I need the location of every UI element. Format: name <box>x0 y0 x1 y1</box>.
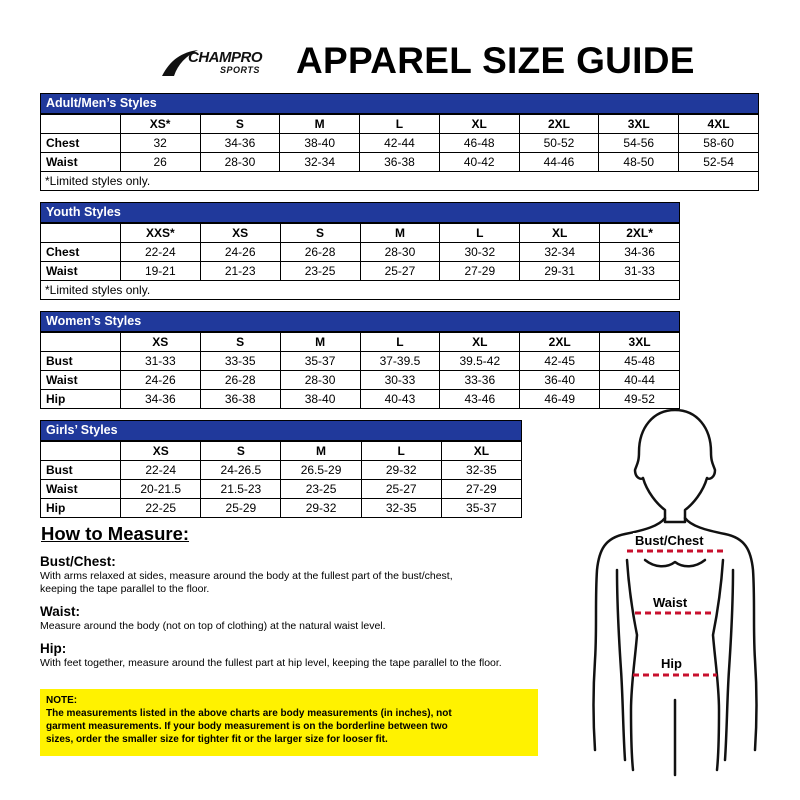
size-header: XL <box>441 441 521 461</box>
bust-chest-label: Bust/Chest <box>635 533 704 548</box>
size-cell: 38-40 <box>280 134 360 153</box>
size-header-row <box>41 441 522 461</box>
page-title: APPAREL SIZE GUIDE <box>296 40 695 81</box>
champro-logo <box>160 46 285 80</box>
size-header: M <box>281 441 361 461</box>
size-cell: 54-56 <box>599 134 679 153</box>
size-cell: 32-34 <box>280 153 360 172</box>
page-header <box>160 38 700 84</box>
size-cell: 33-36 <box>440 371 520 390</box>
size-cell: 25-27 <box>361 480 441 499</box>
size-header: M <box>280 114 360 134</box>
size-cell: 26-28 <box>200 371 280 390</box>
size-cell: 35-37 <box>280 352 360 371</box>
size-cell: 29-32 <box>361 461 441 480</box>
size-cell: 25-27 <box>360 262 440 281</box>
size-header-row <box>41 114 759 134</box>
size-header: XS <box>120 332 200 352</box>
table-row <box>41 461 522 480</box>
size-cell: 38-40 <box>280 390 360 409</box>
size-cell: 25-29 <box>201 499 281 518</box>
size-cell: 23-25 <box>280 262 360 281</box>
size-cell: 40-42 <box>439 153 519 172</box>
size-cell: 32-35 <box>441 461 521 480</box>
row-label: Hip <box>41 390 121 409</box>
size-cell: 22-24 <box>121 461 201 480</box>
youth-size-table <box>40 202 680 300</box>
size-header: XXS* <box>120 223 200 243</box>
size-header: L <box>360 332 440 352</box>
bust-chest-instructions <box>40 554 600 596</box>
size-cell: 44-46 <box>519 153 599 172</box>
table-row <box>41 371 680 390</box>
size-header: XS* <box>120 114 200 134</box>
size-header: M <box>280 332 360 352</box>
size-cell: 20-21.5 <box>121 480 201 499</box>
size-header: 3XL <box>599 114 679 134</box>
size-cell: 45-48 <box>600 352 680 371</box>
corner-cell <box>41 332 121 352</box>
size-header: XS <box>121 441 201 461</box>
corner-cell <box>41 114 121 134</box>
size-cell: 40-43 <box>360 390 440 409</box>
size-cell: 27-29 <box>440 262 520 281</box>
size-cell: 40-44 <box>600 371 680 390</box>
size-cell: 26-28 <box>280 243 360 262</box>
size-header: 2XL* <box>600 223 680 243</box>
size-header: 2XL <box>520 332 600 352</box>
note-title: NOTE: <box>46 695 78 706</box>
size-cell: 36-38 <box>200 390 280 409</box>
table-row <box>41 262 680 281</box>
note-box <box>40 689 538 756</box>
size-header: S <box>201 441 281 461</box>
instruction-line: With arms relaxed at sides, measure around the body at the fullest part of the bust/chest, <box>40 570 453 582</box>
row-label: Waist <box>41 153 121 172</box>
section-title: Youth Styles <box>41 203 680 224</box>
how-to-measure-heading: How to Measure: <box>41 523 190 544</box>
size-cell: 28-30 <box>200 153 280 172</box>
note-line: sizes, order the smaller size for tighter fit or the larger size for looser fit. <box>46 734 388 745</box>
size-cell: 31-33 <box>600 262 680 281</box>
row-label: Chest <box>41 134 121 153</box>
size-cell: 36-40 <box>520 371 600 390</box>
size-cell: 22-24 <box>120 243 200 262</box>
size-header: XL <box>439 114 519 134</box>
table-row <box>41 352 680 371</box>
row-label: Chest <box>41 243 121 262</box>
note-line: The measurements listed in the above charts are body measurements (in inches), not <box>46 708 452 719</box>
hip-label: Hip <box>661 656 682 671</box>
size-cell: 52-54 <box>679 153 759 172</box>
size-header: XS <box>200 223 280 243</box>
size-header: L <box>360 114 440 134</box>
size-header: 3XL <box>600 332 680 352</box>
size-cell: 34-36 <box>200 134 280 153</box>
size-cell: 24-26 <box>120 371 200 390</box>
size-cell: 34-36 <box>600 243 680 262</box>
size-cell: 50-52 <box>519 134 599 153</box>
size-header: 2XL <box>519 114 599 134</box>
row-label: Waist <box>41 371 121 390</box>
size-cell: 32 <box>120 134 200 153</box>
row-label: Hip <box>41 499 121 518</box>
waist-instructions <box>40 604 600 633</box>
size-header: L <box>361 441 441 461</box>
size-cell: 46-48 <box>439 134 519 153</box>
size-cell: 26 <box>120 153 200 172</box>
size-cell: 28-30 <box>280 371 360 390</box>
size-cell: 34-36 <box>120 390 200 409</box>
hip-instructions <box>40 641 600 670</box>
size-header: M <box>360 223 440 243</box>
table-footnote: *Limited styles only. <box>41 172 759 191</box>
instruction-line: keeping the tape parallel to the floor. <box>40 583 210 595</box>
size-cell: 29-32 <box>281 499 361 518</box>
row-label: Waist <box>41 480 121 499</box>
waist-label: Waist <box>653 595 688 610</box>
table-row <box>41 480 522 499</box>
instruction-line: With feet together, measure around the fullest part at hip level, keeping the tape parallel to the floor. <box>40 657 502 669</box>
size-cell: 21.5-23 <box>201 480 281 499</box>
how-to-measure-section <box>40 523 600 678</box>
table-row <box>41 153 759 172</box>
size-cell: 36-38 <box>360 153 440 172</box>
instruction-title: Bust/Chest: <box>40 554 116 569</box>
size-cell: 24-26.5 <box>201 461 281 480</box>
size-cell: 26.5-29 <box>281 461 361 480</box>
table-row <box>41 134 759 153</box>
size-cell: 21-23 <box>200 262 280 281</box>
size-cell: 22-25 <box>121 499 201 518</box>
size-cell: 42-45 <box>520 352 600 371</box>
logo-brand: CHAMPRO <box>188 49 262 66</box>
size-header-row <box>41 332 680 352</box>
body-measurement-figure <box>575 400 775 790</box>
size-cell: 30-33 <box>360 371 440 390</box>
size-header: XL <box>440 332 520 352</box>
size-cell: 28-30 <box>360 243 440 262</box>
size-cell: 48-50 <box>599 153 679 172</box>
womens-size-table <box>40 311 680 409</box>
instruction-title: Waist: <box>40 604 80 619</box>
size-header: XL <box>520 223 600 243</box>
size-header: S <box>200 332 280 352</box>
size-header: S <box>280 223 360 243</box>
size-header: L <box>440 223 520 243</box>
size-cell: 27-29 <box>441 480 521 499</box>
instruction-title: Hip: <box>40 641 67 656</box>
size-cell: 49-52 <box>600 390 680 409</box>
table-footnote: *Limited styles only. <box>41 281 680 300</box>
size-cell: 43-46 <box>440 390 520 409</box>
size-cell: 46-49 <box>520 390 600 409</box>
table-row <box>41 243 680 262</box>
size-cell: 35-37 <box>441 499 521 518</box>
table-row <box>41 499 522 518</box>
section-title: Women’s Styles <box>41 312 680 333</box>
size-cell: 37-39.5 <box>360 352 440 371</box>
row-label: Bust <box>41 352 121 371</box>
size-cell: 32-34 <box>520 243 600 262</box>
size-cell: 29-31 <box>520 262 600 281</box>
logo-sub: SPORTS <box>220 65 260 75</box>
instruction-line: Measure around the body (not on top of clothing) at the natural waist level. <box>40 620 386 632</box>
adult-mens-size-table <box>40 93 759 191</box>
size-cell: 32-35 <box>361 499 441 518</box>
size-cell: 31-33 <box>120 352 200 371</box>
size-cell: 23-25 <box>281 480 361 499</box>
size-cell: 33-35 <box>200 352 280 371</box>
size-header-row <box>41 223 680 243</box>
size-cell: 58-60 <box>679 134 759 153</box>
note-line: garment measurements. If your body measurement is on the borderline between two <box>46 721 448 732</box>
size-cell: 42-44 <box>360 134 440 153</box>
corner-cell <box>41 441 121 461</box>
section-title: Girls’ Styles <box>41 421 522 442</box>
size-cell: 19-21 <box>120 262 200 281</box>
size-header: 4XL <box>679 114 759 134</box>
girls-size-table <box>40 420 522 518</box>
size-cell: 24-26 <box>200 243 280 262</box>
size-cell: 30-32 <box>440 243 520 262</box>
row-label: Waist <box>41 262 121 281</box>
section-title: Adult/Men’s Styles <box>41 94 759 115</box>
size-header: S <box>200 114 280 134</box>
size-cell: 39.5-42 <box>440 352 520 371</box>
corner-cell <box>41 223 121 243</box>
row-label: Bust <box>41 461 121 480</box>
